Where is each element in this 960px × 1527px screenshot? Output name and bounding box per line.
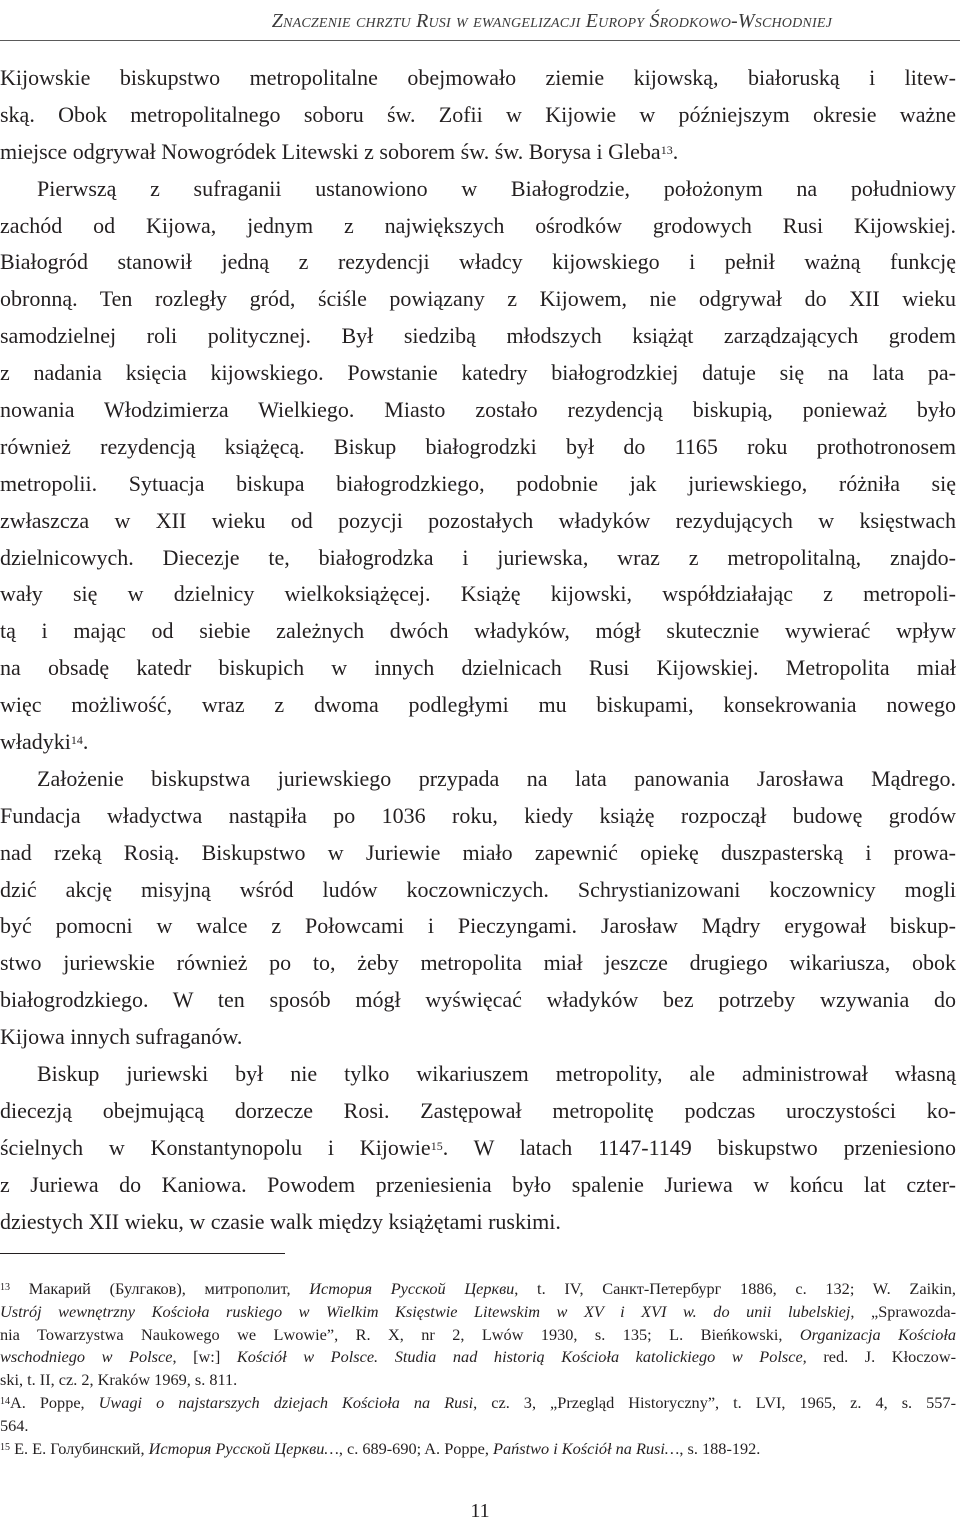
footnote-title: История Русской Церкви: [309, 1279, 515, 1298]
footnote-15: [0, 1438, 956, 1461]
footnote-text: , [w:]: [172, 1347, 237, 1367]
footnotes: [0, 1278, 956, 1460]
running-header: [0, 0, 960, 42]
text-line: nad rzeką Rosią. Biskupstwo w Juriewie miało zapewnić opiekę duszpasterską i prowa-: [0, 839, 956, 865]
text-line: Biskup juriewski był nie tylko wikariuszem metropolity, ale administrował własną: [37, 1061, 956, 1087]
text-line: ską. Obok metropolitalnego soboru św. Zofii w Kijowie w późniejszym okresie ważne: [0, 101, 956, 127]
footnote-title: Kościół w Polsce. Studia nad historią Kościoła katolickiego w Polsce,: [236, 1347, 807, 1367]
footnote-number: 14: [0, 1395, 10, 1407]
text-line: Kijowa innych sufraganów.: [0, 1024, 243, 1050]
text-line: więc możliwość, wraz z dwoma podległymi mu biskupami, konsekrowania nowego: [0, 692, 956, 718]
text-line: dzić akcję misyjną wśród ludów koczowniczych. Schrystianizowani koczownicy mogli: [0, 876, 956, 902]
page-number: 11: [470, 1500, 490, 1522]
footnote-text: , s. 188-192.: [679, 1438, 761, 1458]
footnote-ref-14[interactable]: 14: [70, 733, 83, 748]
footnote-text: , c. 689-690; A. Poppe,: [338, 1438, 494, 1458]
footnote-text: Е. Е. Голубинский,: [10, 1438, 149, 1458]
main-text: [0, 60, 956, 1241]
footnote-ref-15[interactable]: 15: [430, 1138, 443, 1153]
text-line: diecezją obejmującą dorzecze Rosi. Zastępował metropolitę podczas uroczystości ko-: [0, 1097, 956, 1123]
text-line: również rezydencją książęcą. Biskup białogrodzki był do 1165 roku prothotronosem: [0, 433, 956, 459]
footnote-text: nia Towarzystwa Naukowego we Lwowie”: [0, 1324, 335, 1344]
text-fragment: W latach 1147-1149 biskupstwo przeniesiono: [473, 1134, 956, 1160]
text-line: miejsce odgrywał Nowogródek Litewski z soborem św. św. Borysa i Gleba$^{13}$.: [0, 138, 679, 164]
footnote-line: [0, 1301, 956, 1324]
footnote-number: 15: [0, 1441, 10, 1453]
text-line: wały się w dzielnicy wielkoksiążęcej. Książę kijowski, współdziałając z metropoli-: [0, 581, 956, 607]
footnote-text: red. J. Kłoczow-: [806, 1347, 957, 1367]
text-line: tą i mając od siebie zależnych dwóch władyków, mógł skutecznie wywierać wpływ: [0, 618, 956, 644]
text-line: białogrodzkiego. W ten sposób mógł wyświęcać władyków bez potrzeby wzywania do: [0, 987, 956, 1013]
text-line: na obsadę katedr biskupich w innych dzielnicach Rusi Kijowskiej. Metropolita miał: [0, 655, 956, 681]
text-line: zachód od Kijowa, jednym z największych ośrodków grodowych Rusi Kijowskiej.: [0, 212, 956, 238]
footnote-line: 564.: [0, 1415, 29, 1435]
text-line: Kijowskie biskupstwo metropolitalne obejmowało ziemie kijowską, białoruską i litew-: [0, 65, 956, 90]
text-line: stwo juriewskie również po to, żeby metropolita miał jeszcze drugiego wikariusza, obok: [0, 950, 956, 976]
header-rule: [0, 40, 960, 41]
text-line: dzielnicowych. Diecezje te, białogrodzka i juriewska, wraz z metropolitalną, znajdo-: [0, 544, 956, 570]
footnote-title: История Русской Церкви…: [148, 1438, 339, 1458]
footnote-13: [0, 1278, 956, 1301]
text-line: [0, 1130, 956, 1167]
footnote-title: Organizacja Kościoła: [799, 1324, 956, 1344]
footnote-14: [0, 1392, 956, 1415]
footnote-text: Макарий (Булгаков), митрополит,: [28, 1279, 310, 1298]
footnote-rule: [0, 1253, 285, 1254]
text-line: Założenie biskupstwa juriewskiego przypada na lata panowania Jarosława Mądrego.: [37, 765, 956, 791]
text-line: nowania Włodzimierza Wielkiego. Miasto zostało rezydencją biskupią, ponieważ było: [0, 397, 956, 423]
text-line: być pomocni w walce z Połowcami i Pieczyngami. Jarosław Mądry erygował biskup-: [0, 913, 956, 939]
text-line: obronną. Ten rozległy gród, ściśle powiązany z Kijowem, nie odgrywał do XII wieku: [0, 286, 956, 312]
text-line: Pierwszą z sufraganii ustanowiono w Białogrodzie, położonym na południowy: [37, 175, 956, 201]
footnote-title: wschodniego w Polsce: [0, 1347, 173, 1367]
footnote-line: [0, 1324, 956, 1347]
text-line: dziestych XII wieku, w czasie walk między książętami ruskimi.: [0, 1208, 561, 1234]
text-line: samodzielnej roli politycznej. Był siedzibą młodszych książąt zarządzających grodem: [0, 323, 956, 349]
text-line: z Juriewa do Kaniowa. Powodem przeniesienia było spalenie Juriewa w końcu lat czter-: [0, 1171, 956, 1197]
footnote-title: Ustrój wewnętrzny Kościoła ruskiego w Wielkim Księstwie Litewskim w XV i XVI w. do unii lubelskiej: [0, 1301, 851, 1321]
text-line: Białogród stanowił jedną z rezydencji władcy kijowskiego i pełnił ważną funkcję: [0, 249, 956, 275]
footnote-title: Państwo i Kościół na Rusi…: [493, 1438, 680, 1458]
text-fragment: miejsce odgrywał Nowogródek Litewski z soborem św. św. Borysa i Gleba: [0, 138, 661, 164]
footnote-text: , R. X, nr 2, Lwów 1930, s. 135; L. Bieńkowski,: [334, 1324, 800, 1344]
text-line: Fundacja władyctwa nastąpiła po 1036 roku, kiedy książę rozpoczął budowę grodów: [0, 802, 956, 828]
footnote-ref-13[interactable]: 13: [660, 142, 673, 157]
footnote-text: , t. IV, Санкт-Петербург 1886, c. 132; W. Zaikin,: [514, 1279, 956, 1298]
text-line: władyki$^{14}$.: [0, 729, 89, 755]
footnote-title: Uwagi o najstarszych dziejach Kościoła na Rusi: [98, 1392, 474, 1412]
footnote-text: , cz. 3, „Przegląd Historyczny”, t. LVI, 1965, z. 4, s. 557-: [473, 1392, 956, 1412]
text-fragment: ścielnych w Konstantynopolu i Kijowie: [0, 1134, 431, 1160]
footnote-number: 13: [0, 1282, 10, 1293]
footnote-text: A. Poppe,: [10, 1392, 99, 1412]
footnote-line: ski, t. II, cz. 2, Kraków 1969, s. 811.: [0, 1370, 238, 1390]
text-line: z nadania księcia kijowskiego. Powstanie katedry białogrodzkiej datuje się na lata pa-: [0, 360, 956, 386]
text-fragment: .: [442, 1134, 474, 1160]
text-fragment: władyki: [0, 729, 71, 755]
footnote-line: [0, 1346, 956, 1369]
text-line: zwłaszcza w XII wieku od pozycji pozostałych władyków rezydujących w księstwach: [0, 507, 956, 533]
running-title: Znaczenie chrztu Rusi w ewangelizacji Europy Środkowo-Wschodniej: [271, 10, 832, 32]
text-line: metropolii. Sytuacja biskupa białogrodzkiego, podobnie jak juriewskiego, różniła się: [0, 470, 956, 496]
footnote-text: , „Sprawozda-: [850, 1301, 956, 1321]
